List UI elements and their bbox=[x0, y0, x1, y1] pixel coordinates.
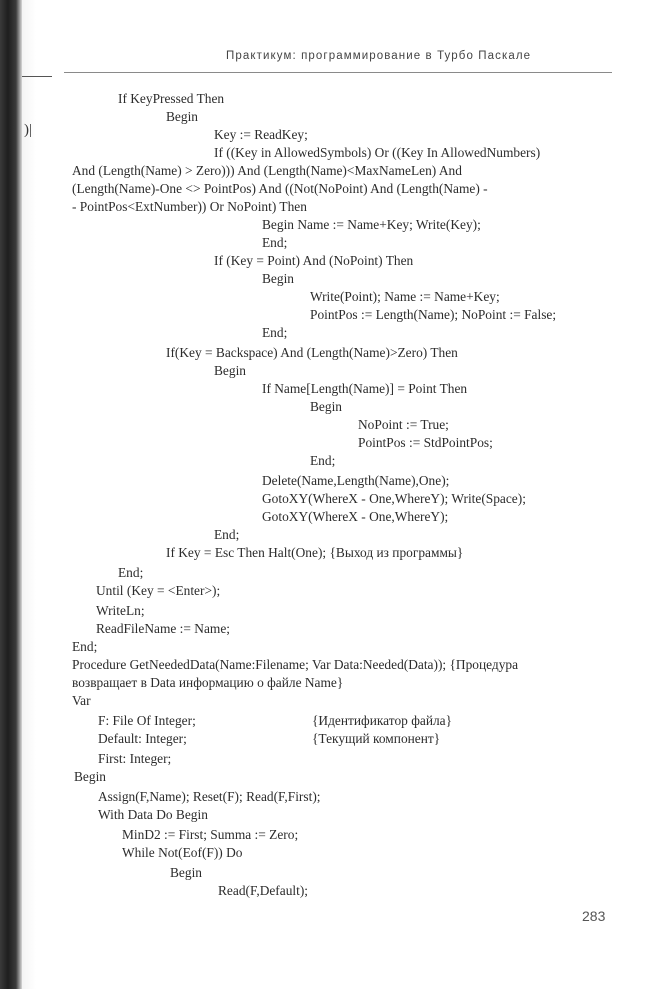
code-line: Begin bbox=[74, 769, 106, 784]
code-line: возвращает в Data информацию о файле Name} bbox=[72, 675, 344, 690]
code-line: GotoXY(WhereX - One,WhereY); Write(Space); bbox=[262, 491, 526, 506]
code-line: Begin bbox=[262, 271, 294, 286]
code-line: End; bbox=[118, 565, 144, 580]
code-line: Begin Name := Name+Key; Write(Key); bbox=[262, 217, 481, 232]
running-head-rule bbox=[64, 72, 612, 73]
page-number: 283 bbox=[582, 908, 606, 924]
code-line: NoPoint := True; bbox=[358, 417, 449, 432]
code-line: Key := ReadKey; bbox=[214, 127, 308, 142]
book-gutter-shadow bbox=[0, 0, 22, 989]
code-line: If Name[Length(Name)] = Point Then bbox=[262, 381, 468, 396]
code-line: Begin bbox=[214, 363, 246, 378]
code-line: ReadFileName := Name; bbox=[96, 621, 230, 636]
code-line: End; bbox=[310, 453, 336, 468]
code-line: Var bbox=[72, 693, 91, 708]
code-line: Begin bbox=[170, 865, 202, 880]
code-line: PointPos := Length(Name); NoPoint := False; bbox=[310, 307, 557, 322]
code-line: If KeyPressed Then bbox=[118, 91, 225, 106]
code-line: First: Integer; bbox=[98, 751, 172, 766]
code-line: Read(F,Default); bbox=[218, 883, 309, 898]
running-head: Практикум: программирование в Турбо Паскале bbox=[226, 50, 532, 62]
code-comment: {Идентификатор файла} bbox=[312, 713, 453, 728]
code-line: GotoXY(WhereX - One,WhereY); bbox=[262, 509, 449, 524]
code-line: Assign(F,Name); Reset(F); Read(F,First); bbox=[98, 789, 321, 804]
code-line: End; bbox=[262, 325, 288, 340]
code-line: If (Key = Point) And (NoPoint) Then bbox=[214, 253, 414, 268]
facing-page-glyph: )| bbox=[24, 122, 32, 138]
code-line: If(Key = Backspace) And (Length(Name)>Zero) Then bbox=[166, 345, 458, 360]
code-line: Default: Integer; bbox=[98, 731, 187, 746]
code-line: If ((Key in AllowedSymbols) Or ((Key In AllowedNumbers) bbox=[214, 145, 541, 160]
code-line: Begin bbox=[310, 399, 342, 414]
code-line: With Data Do Begin bbox=[98, 807, 208, 822]
code-line: End; bbox=[72, 639, 98, 654]
code-line: While Not(Eof(F)) Do bbox=[122, 845, 243, 860]
code-line: PointPos := StdPointPos; bbox=[358, 435, 493, 450]
facing-page-rule bbox=[22, 76, 52, 77]
facing-page-edge bbox=[22, 0, 36, 989]
code-line: (Length(Name)-One <> PointPos) And ((Not(NoPoint) And (Length(Name) - bbox=[72, 181, 488, 196]
code-line: Delete(Name,Length(Name),One); bbox=[262, 473, 450, 488]
code-line: - PointPos<ExtNumber)) Or NoPoint) Then bbox=[72, 199, 307, 214]
code-line: Begin bbox=[166, 109, 198, 124]
code-line: Write(Point); Name := Name+Key; bbox=[310, 289, 500, 304]
code-line: Procedure GetNeededData(Name:Filename; Var Data:Needed(Data)); {Процедура bbox=[72, 657, 519, 672]
code-line: F: File Of Integer; bbox=[98, 713, 196, 728]
code-line: End; bbox=[214, 527, 240, 542]
code-line: MinD2 := First; Summa := Zero; bbox=[122, 827, 299, 842]
code-line: And (Length(Name) > Zero))) And (Length(Name)<MaxNameLen) And bbox=[72, 163, 462, 178]
code-line: End; bbox=[262, 235, 288, 250]
code-line: WriteLn; bbox=[96, 603, 145, 618]
code-comment: {Текущий компонент} bbox=[312, 731, 441, 746]
code-line: Until (Key = <Enter>); bbox=[96, 583, 221, 598]
code-line: If Key = Esc Then Halt(One); {Выход из программы} bbox=[166, 545, 464, 560]
